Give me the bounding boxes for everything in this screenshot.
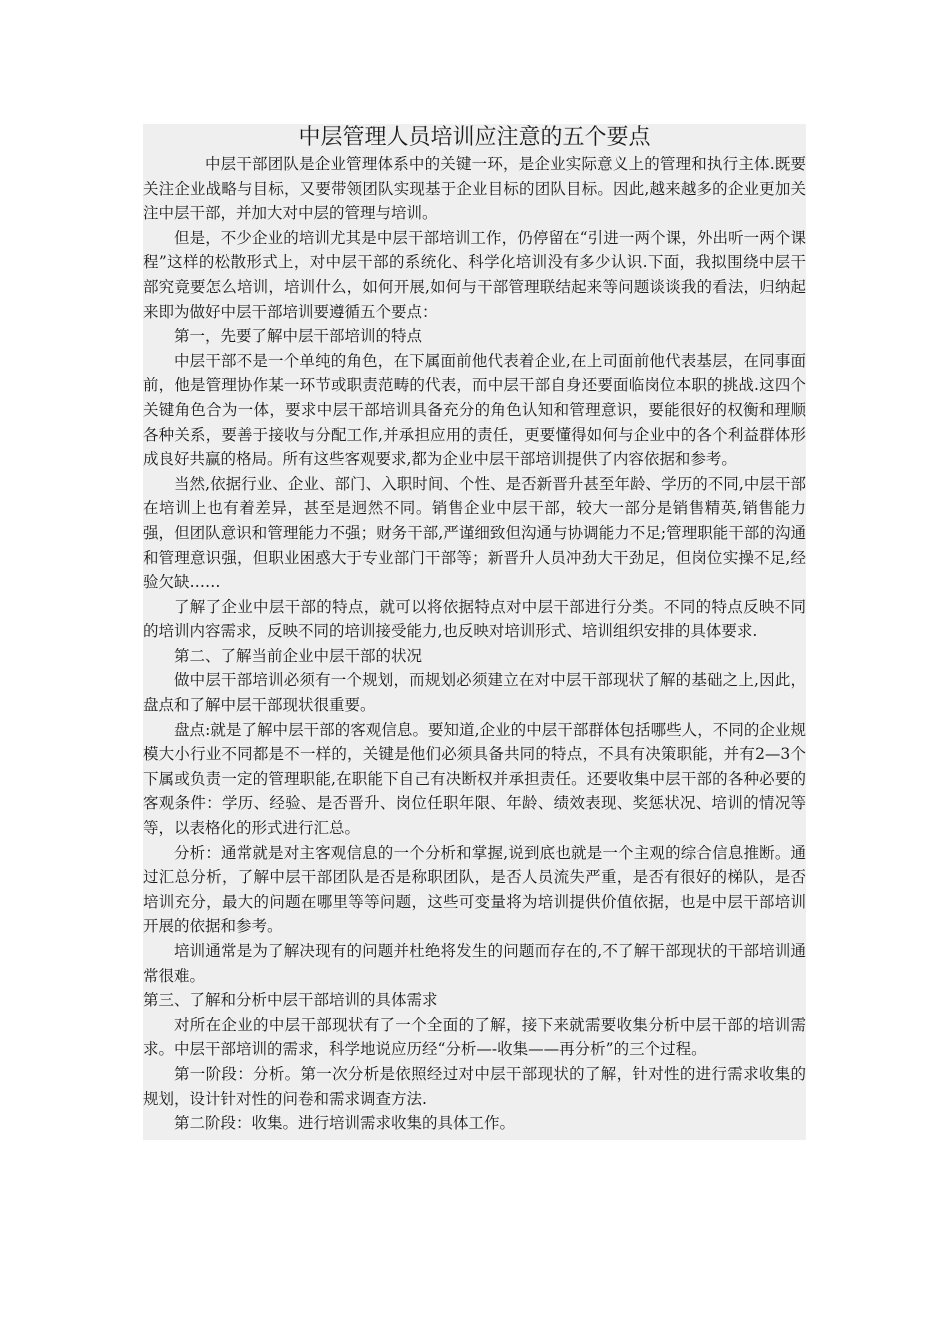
paragraph-intro: 中层干部团队是企业管理体系中的关键一环，是企业实际意义上的管理和执行主体.既要关注企业战略与目标，又要带领团队实现基于企业目标的团队目标。因此,越来越多的企业更加关注中层干部，并加大对中层的管理与培训。 — [143, 155, 806, 223]
paragraph: 第二阶段：收集。进行培训需求收集的具体工作。 — [174, 1114, 516, 1133]
paragraph: 但是，不少企业的培训尤其是中层干部培训工作，仍停留在“引进一两个课，外出听一两个课程”这样的松散形式上，对中层干部的系统化、科学化培训没有多少认识.下面，我拟围绕中层干部究竟要怎么培训，培训什么，如何开展,如何与干部管理联结起来等问题谈谈我的看法，归纳起来即为做好中层干部培训要遵循五个要点： — [143, 228, 806, 321]
section-heading-2: 第二、了解当前企业中层干部的状况 — [174, 646, 423, 665]
section-heading-3: 第三、了解和分析中层干部培训的具体需求 — [143, 991, 438, 1010]
paragraph: 分析：通常就是对主客观信息的一个分析和掌握,说到底也就是一个主观的综合信息推断。通过汇总分析，了解中层干部团队是否是称职团队，是否人员流失严重，是否有很好的梯队，是否培训充分，最大的问题在哪里等等问题，这些可变量将为培训提供价值依据，也是中层干部培训开展的依据和参考。 — [143, 843, 806, 936]
paragraph: 盘点:就是了解中层干部的客观信息。要知道,企业的中层干部群体包括哪些人，不同的企业规模大小行业不同都是不一样的，关键是他们必须具备共同的特点，不具有决策职能，并有2—3个下属或负责一定的管理职能,在职能下自己有决断权并承担责任。还要收集中层干部的各种必要的客观条件：学历、经验、是否晋升、岗位任职年限、年龄、绩效表现、奖惩状况、培训的情况等等，以表格化的形式进行汇总。 — [143, 720, 806, 838]
paragraph: 中层干部不是一个单纯的角色，在下属面前他代表着企业,在上司面前他代表基层，在同事面前，他是管理协作某一环节或职责范畴的代表，而中层干部自身还要面临岗位本职的挑战.这四个关键角色合为一体，要求中层干部培训具备充分的角色认知和管理意识，要能很好的权衡和理顺各种关系，要善于接收与分配工作,并承担应用的责任，更要懂得如何与企业中的各个利益群体形成良好共赢的格局。所有这些客观要求,都为企业中层干部培训提供了内容依据和参考。 — [143, 351, 806, 469]
paragraph: 做中层干部培训必须有一个规划，而规划必须建立在对中层干部现状了解的基础之上,因此，盘点和了解中层干部现状很重要。 — [143, 671, 806, 715]
paragraph: 了解了企业中层干部的特点，就可以将依据特点对中层干部进行分类。不同的特点反映不同的培训内容需求，反映不同的培训接受能力,也反映对培训形式、培训组织安排的具体要求. — [143, 597, 806, 641]
section-heading-1: 第一，先要了解中层干部培训的特点 — [174, 327, 423, 346]
paragraph: 第一阶段：分析。第一次分析是依照经过对中层干部现状的了解，针对性的进行需求收集的规划，设计针对性的问卷和需求调查方法. — [143, 1064, 806, 1108]
document-page — [143, 124, 806, 1140]
paragraph: 培训通常是为了解决现有的问题并杜绝将发生的问题而存在的,不了解干部现状的干部培训通常很难。 — [143, 942, 806, 985]
paragraph: 当然,依据行业、企业、部门、入职时间、个性、是否新晋升甚至年龄、学历的不同,中层干部在培训上也有着差异，甚至是迥然不同。销售企业中层干部，较大一部分是销售精英,销售能力强，但团队意识和管理能力不强；财务干部,严谨细致但沟通与协调能力不足;管理职能干部的沟通和管理意识强，但职业困惑大于专业部门干部等；新晋升人员冲劲大干劲足，但岗位实操不足,经验欠缺…… — [143, 474, 806, 592]
paragraph: 对所在企业的中层干部现状有了一个全面的了解，接下来就需要收集分析中层干部的培训需求。中层干部培训的需求，科学地说应历经“分析—-收集——再分析”的三个过程。 — [143, 1015, 806, 1059]
document-title: 中层管理人员培训应注意的五个要点 — [298, 125, 651, 150]
